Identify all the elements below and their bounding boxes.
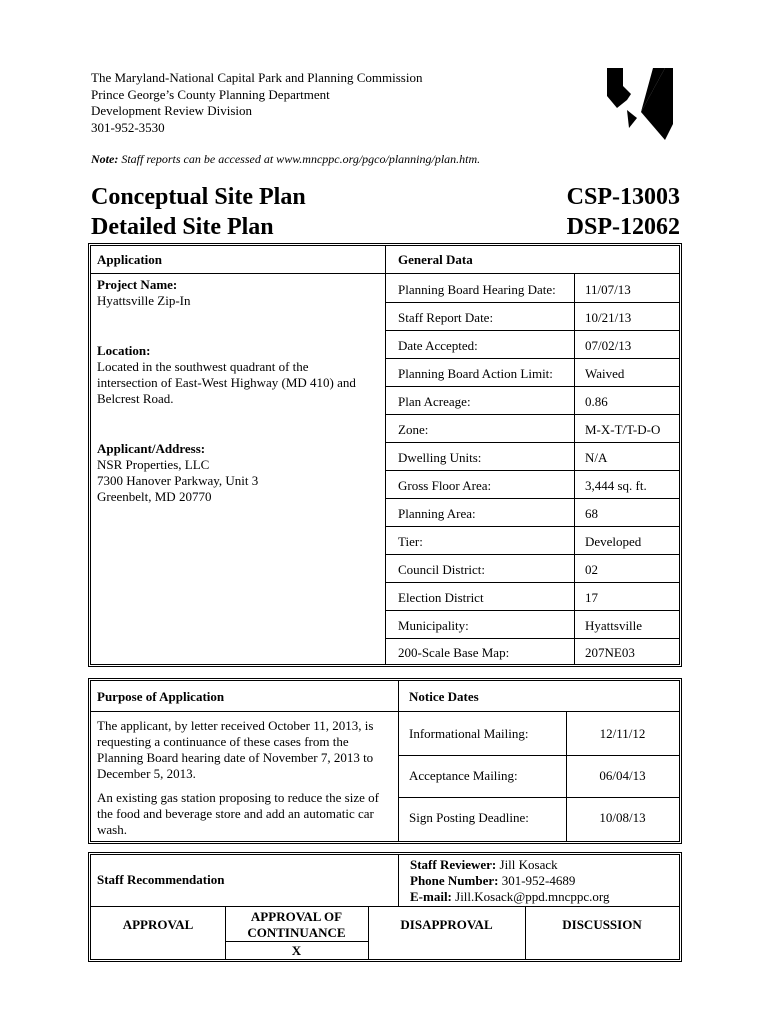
divider [385,386,679,387]
purpose-line: Planning Board hearing date of November 7, 2013 to [97,750,374,765]
purpose-line: The applicant, by letter received October 11, 2013, is [97,718,374,733]
divider [91,906,679,907]
applicant-line: Greenbelt, MD 20770 [97,489,212,504]
divider [385,638,679,639]
case-number-1: CSP-13003 [566,184,680,210]
divider [385,610,679,611]
applicant-line: NSR Properties, LLC [97,457,210,472]
divider [398,681,399,841]
divider [398,797,679,798]
location-line: intersection of East-West Highway (MD 410) and [97,375,356,390]
purpose-line: wash. [97,822,127,837]
gd-value: 207NE03 [585,645,635,660]
staff-recommendation-label: Staff Recommendation [97,872,225,887]
gd-value: Waived [585,366,625,381]
gd-value: M-X-T/T-D-O [585,422,661,437]
org-line: The Maryland-National Capital Park and Planning Commission [91,70,423,85]
divider [574,274,575,664]
plan-title-1: Conceptual Site Plan [91,184,306,210]
application-heading: Application [97,252,163,267]
gd-label: Staff Report Date: [398,310,494,325]
org-line: Prince George’s County Planning Department [91,86,330,102]
gd-value: Developed [585,534,642,549]
divider [385,358,679,359]
staff-recommendation-box [88,852,682,962]
divider [398,855,399,907]
purpose-line: An existing gas station proposing to reduce the size of [97,790,379,805]
staff-email [410,889,610,905]
gd-value: N/A [585,450,608,465]
selected-mark: X [291,943,302,958]
gd-label: Planning Board Action Limit: [398,366,553,381]
gd-label: Dwelling Units: [398,450,482,465]
general-data-heading: General Data [398,252,473,267]
staff-reviewer-name: Jill Kosack [496,857,558,872]
gd-value: 11/07/13 [585,282,631,297]
divider [385,302,679,303]
staff-phone [410,873,575,889]
divider [385,246,386,664]
notice-value: 12/11/12 [599,726,646,741]
note [91,152,480,167]
option-approval-of: APPROVAL OF [250,909,343,924]
notice-value: 10/08/13 [599,810,646,825]
staff-phone-label: Phone Number: [410,873,499,888]
gd-label: Election District [398,590,484,605]
staff-reviewer-label: Staff Reviewer: [410,857,497,872]
divider [91,273,679,274]
option-approval: APPROVAL [122,917,194,932]
gd-label: Zone: [398,422,429,437]
gd-value: 02 [585,562,598,577]
staff-email-address: Jill.Kosack@ppd.mncppc.org [451,889,610,904]
divider [385,526,679,527]
notice-label: Acceptance Mailing: [409,768,518,783]
notice-label: Sign Posting Deadline: [409,810,529,825]
staff-email-label: E-mail: [410,889,452,904]
divider [225,941,368,942]
divider [385,470,679,471]
organization-block [91,70,422,136]
gd-value: 17 [585,590,598,605]
gd-value: 10/21/13 [585,310,632,325]
org-line: Development Review Division [91,103,253,118]
gd-label: Date Accepted: [398,338,478,353]
divider [385,554,679,555]
project-name: Hyattsville Zip-In [97,293,191,308]
divider [385,582,679,583]
purpose-heading: Purpose of Application [97,689,225,704]
divider [398,755,679,756]
option-continuance: CONTINUANCE [247,925,346,940]
gd-label: Gross Floor Area: [398,478,492,493]
notice-dates-heading: Notice Dates [409,689,479,704]
org-phone: 301-952-3530 [91,119,165,135]
gd-value: 0.86 [585,394,608,409]
purpose-line: December 5, 2013. [97,766,196,781]
case-number-2: DSP-12062 [566,214,680,240]
staff-reviewer [410,857,558,873]
notice-label: Informational Mailing: [409,726,529,741]
note-label: Note: [91,152,119,166]
staff-phone-number: 301-952-4689 [498,873,576,888]
gd-label: Planning Board Hearing Date: [398,282,556,297]
gd-value: Hyattsville [585,618,643,633]
gd-label: 200-Scale Base Map: [398,645,510,660]
gd-value: 07/02/13 [585,338,632,353]
notice-value: 06/04/13 [599,768,646,783]
mncppc-logo-icon [607,68,673,140]
gd-label: Plan Acreage: [398,394,471,409]
project-name-label: Project Name: [97,277,178,292]
note-text: Staff reports can be accessed at www.mncppc.org/pgco/planning/plan.htm. [118,152,481,166]
location-line: Located in the southwest quadrant of the [97,359,309,374]
divider [385,414,679,415]
purpose-line: requesting a continuance of these cases from the [97,734,349,749]
gd-label: Tier: [398,534,423,549]
applicant-line: 7300 Hanover Parkway, Unit 3 [97,473,259,488]
gd-label: Municipality: [398,618,469,633]
divider [385,498,679,499]
divider [91,711,679,712]
option-discussion: DISCUSSION [562,917,642,932]
option-disapproval: DISAPPROVAL [400,917,493,932]
gd-label: Council District: [398,562,486,577]
location-label: Location: [97,343,151,358]
location-line: Belcrest Road. [97,391,174,406]
applicant-label: Applicant/Address: [97,441,206,456]
plan-title-2: Detailed Site Plan [91,214,274,240]
gd-value: 3,444 sq. ft. [585,478,647,493]
divider [385,442,679,443]
divider [385,330,679,331]
gd-label: Planning Area: [398,506,476,521]
gd-value: 68 [585,506,598,521]
purpose-line: the food and beverage store and add an automatic car [97,806,374,821]
